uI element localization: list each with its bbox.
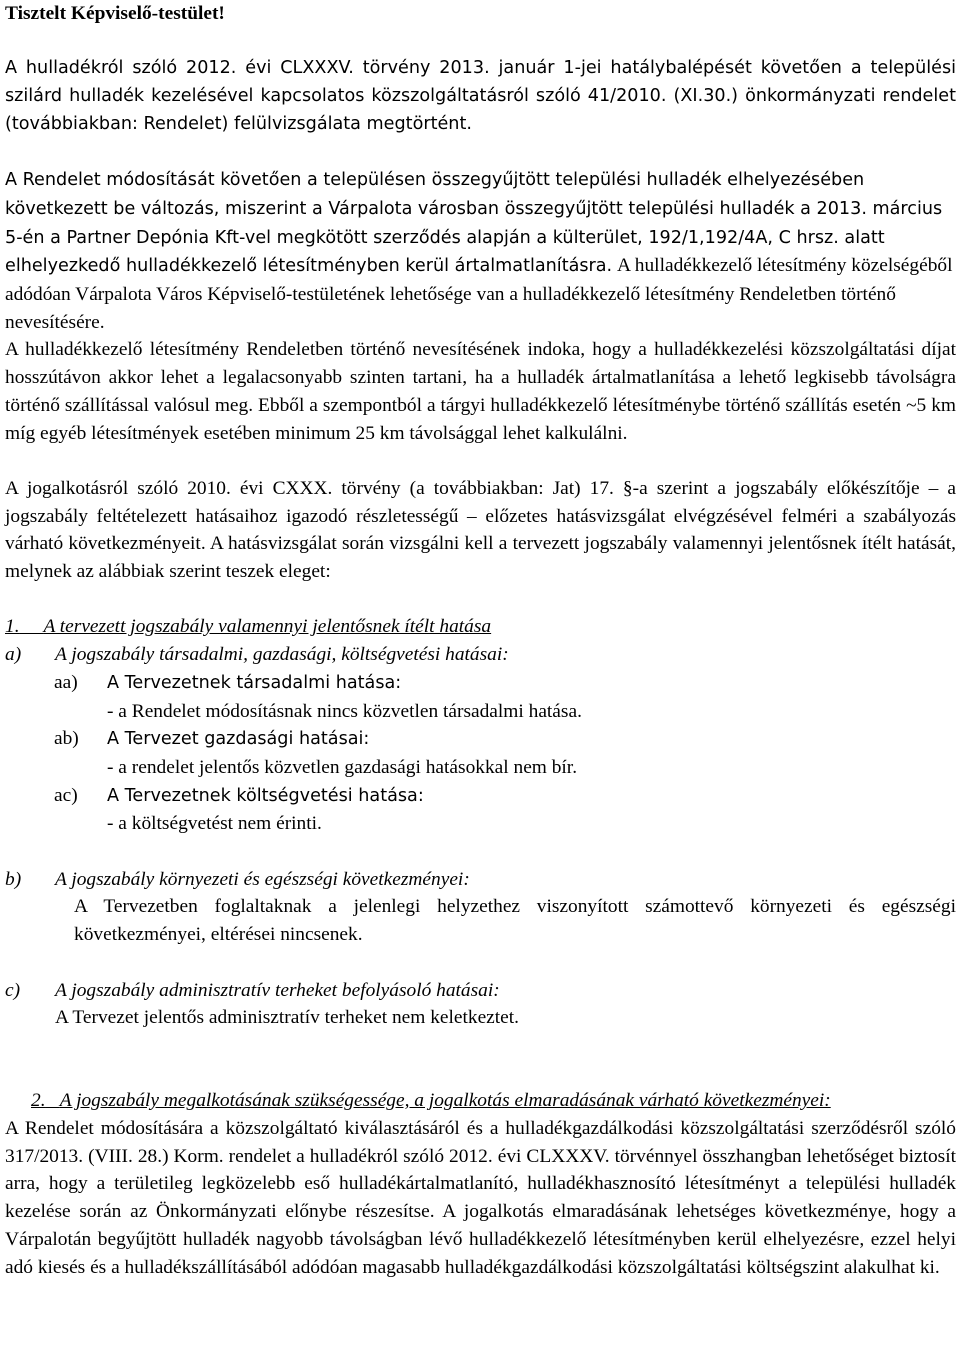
section-2-number: 2. bbox=[31, 1090, 46, 1112]
section-1-number: 1. bbox=[5, 616, 20, 638]
item-ab-text: - a rendelet jelentős közvetlen gazdasági hatásokkal nem bír. bbox=[107, 756, 578, 778]
section-b-label: b) bbox=[5, 868, 22, 890]
intro-paragraph: A hulladékról szóló 2012. évi CLXXXV. törvény 2013. január 1-jei hatálybalépését követően a települési szilárd hulladék kezelésével kapcsolatos közszolgáltatásról szóló 41/2010. (XI.30.) önkormányzati rendelet (továbbiakban: Rendelet) felülvizsgálata megtörtént. bbox=[5, 58, 956, 134]
item-ac-label: ac) bbox=[54, 784, 78, 806]
spacer bbox=[5, 586, 956, 614]
item-aa-title-row bbox=[5, 669, 956, 698]
section-a-label: a) bbox=[5, 644, 22, 666]
section-c-heading bbox=[5, 977, 956, 1005]
spacer bbox=[5, 949, 956, 977]
item-ab-title-row bbox=[5, 725, 956, 754]
section-b-title: A jogszabály környezeti és egészségi következményei: bbox=[55, 868, 470, 890]
reason-paragraph: A hulladékkezelő létesítmény Rendeletben történő nevesítésének indoka, hogy a hulladékkezelési közszolgáltatási díjat hosszútávon akkor lehet a legalacsonyabb szinten tartani, ha a hulladék ártalmatlanítása a lehető legkisebb távolságra történő szállítással valósul meg. Ebből a szempontból a tárgyi hulladékkezelő létesítménybe történő szállítás esetén ~5 km míg egyéb létesítmények esetében minimum 25 km távolsággal lehet kalkulálni. bbox=[5, 339, 956, 444]
section-c-label: c) bbox=[5, 979, 21, 1001]
section-c-text: A Tervezet jelentős adminisztratív terheket nem keletkeztet. bbox=[55, 1007, 520, 1029]
section-a-items bbox=[5, 669, 956, 838]
item-ac-title-row bbox=[5, 782, 956, 811]
section-c-title: A jogszabály adminisztratív terheket befolyásoló hatásai: bbox=[55, 979, 500, 1001]
section-2-title: A jogszabály megalkotásának szükségessége, a jogalkotás elmaradásának várható következményei: bbox=[59, 1090, 831, 1112]
spacer bbox=[5, 838, 956, 866]
change-paragraph-part1: A Rendelet módosítását követően a településen összegyűjtött települési hulladék elhelyezésében következett be változás, miszerint a Várpalota városban összegyűjtött települési hulladék a 2013. március 5-én a Partner Depónia Kft-vel megkötött szerződés alapján a külterület, 192/1,192/4A, C hrsz. alatt elhelyezkedő hulladékkezelő létesítményben kerül ártalmatlanításra. bbox=[5, 170, 943, 277]
salutation: Tisztelt Képviselő-testület! bbox=[5, 3, 225, 24]
section-1-heading bbox=[5, 613, 956, 641]
section-2-heading bbox=[5, 1087, 956, 1115]
section-a-title: A jogszabály társadalmi, gazdasági, költségvetési hatásai: bbox=[55, 644, 509, 666]
section-b-heading bbox=[5, 866, 956, 894]
item-ab-label: ab) bbox=[54, 728, 79, 750]
spacer bbox=[5, 139, 956, 167]
section-b-text: A Tervezetben foglaltaknak a jelenlegi helyzethez viszonyított számottevő környezeti és egészségi következményei, eltérései nincsenek. bbox=[74, 896, 956, 946]
section-1-title: A tervezett jogszabály valamennyi jelentősnek ítélt hatása bbox=[43, 616, 492, 638]
section-2-text: A Rendelet módosítására a közszolgáltató kiválasztásáról és a hulladékgazdálkodási közszolgáltatási szerződésről szóló 317/2013. (VIII. 28.) Korm. rendelet a hulladékról szóló 2012. évi CLXXXV. törvénnyel összhangban lehetőséget biztosít arra, hogy a területileg legközelebb eső hulladékártalmatlanító, hulladékhasznosító létesítményt a települési hulladék kezelése során az Önkormányzati előnybe részesítse. A jogalkotás elmaradásának lehetséges következménye, hogy a Várpalotán begyűjtött hulladék nagyobb távolságban lévő hulladékkezelő létesítményben kerül elhelyezésre, ezzel helyi adó kiesés és a hulladékszállításából adódóan magasabb hulladékgazdálkodási közszolgáltatási költségszint alakulhat ki. bbox=[5, 1118, 956, 1278]
document-page bbox=[5, 0, 956, 1281]
item-aa-label: aa) bbox=[54, 671, 78, 693]
item-aa-title: A Tervezetnek társadalmi hatása: bbox=[107, 672, 402, 693]
item-ac-text: - a költségvetést nem érinti. bbox=[107, 813, 322, 835]
spacer bbox=[5, 1060, 956, 1088]
spacer bbox=[5, 1032, 956, 1060]
item-aa-text: - a Rendelet módosításnak nincs közvetlen társadalmi hatása. bbox=[107, 700, 582, 722]
change-paragraph-part2: A hulladékkezelő létesítmény közelségéből adódóan Várpalota Város Képviselő-testületének lehetősége van a hulladékkezelő létesítmény Rendeletben történő nevesítésére. bbox=[5, 255, 953, 333]
spacer bbox=[5, 447, 956, 475]
section-a-heading bbox=[5, 641, 956, 669]
item-ac-title: A Tervezetnek költségvetési hatása: bbox=[107, 785, 424, 806]
jat-paragraph: A jogalkotásról szóló 2010. évi CXXX. törvény (a továbbiakban: Jat) 17. §-a szerint a jogszabály előkészítője – a jogszabály feltételezett hatásaihoz igazodó részletességű – előzetes hatásvizsgálat elvégzésével felméri a szabályozás várható következményeit. A hatásvizsgálat során vizsgálni kell a tervezett jogszabály valamennyi jelentősnek ítélt hatását, melynek az alábbiak szerint teszek eleget: bbox=[5, 477, 956, 583]
spacer bbox=[5, 28, 956, 56]
item-ab-title: A Tervezet gazdasági hatásai: bbox=[107, 729, 370, 750]
